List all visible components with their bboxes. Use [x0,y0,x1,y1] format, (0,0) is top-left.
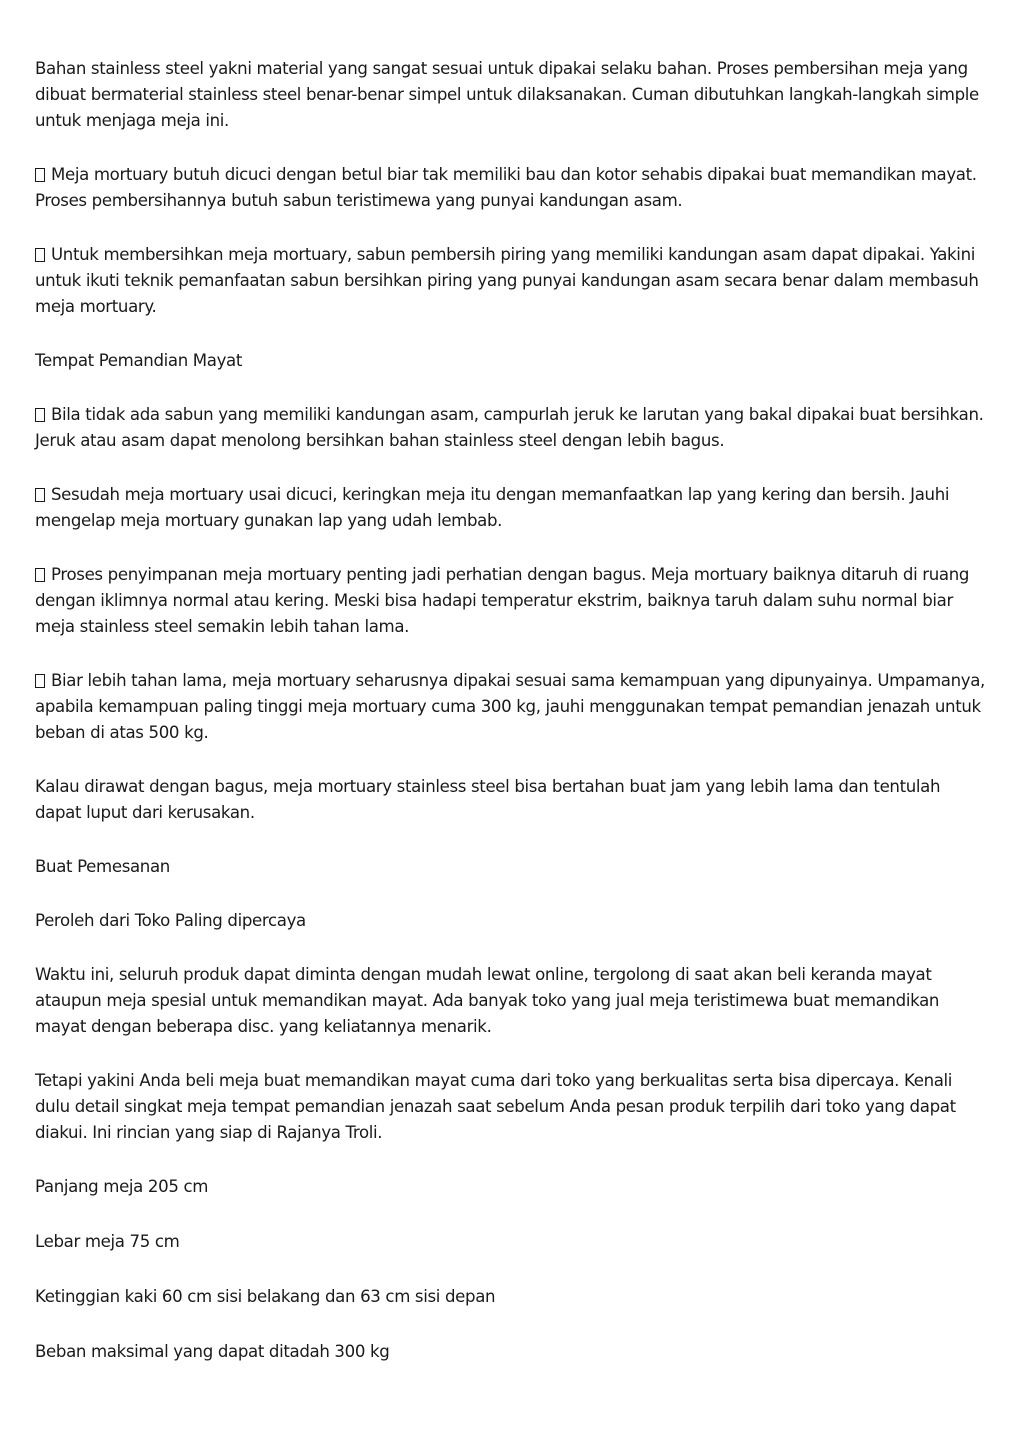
section-heading: Tempat Pemandian Mayat [35,351,243,370]
bullet-box-icon [35,168,45,182]
bullet-paragraph: Untuk membersihkan meja mortuary, sabun pembersih piring yang memiliki kandungan asam dapat dipakai. Yakini untuk ikuti teknik pemanfaatan sabun bersihkan piring yang punyai kandungan asam secara benar dalam membasuh meja mortuary. [35,245,979,316]
bullet-paragraph: Bila tidak ada sabun yang memiliki kandungan asam, campurlah jeruk ke larutan yang bakal dipakai buat bersihkan. Jeruk atau asam dapat menolong bersihkan bahan stainless steel dengan lebih bagus. [35,405,984,450]
spec-line: Ketinggian kaki 60 cm sisi belakang dan 63 cm sisi depan [35,1287,496,1306]
paragraph: Waktu ini, seluruh produk dapat diminta dengan mudah lewat online, tergolong di saat akan beli keranda mayat ataupun meja spesial untuk memandikan mayat. Ada banyak toko yang jual meja teristimewa buat memandikan mayat dengan beberapa disc. yang keliatannya menarik. [35,965,940,1036]
section-heading: Buat Pemesanan [35,857,170,876]
bullet-box-icon [35,248,45,262]
bullet-paragraph: Sesudah meja mortuary usai dicuci, keringkan meja itu dengan memanfaatkan lap yang kering dan bersih. Jauhi mengelap meja mortuary gunakan lap yang udah lembab. [35,485,950,530]
bullet-box-icon [35,408,45,422]
bullet-paragraph: Biar lebih tahan lama, meja mortuary seharusnya dipakai sesuai sama kemampuan yang dipunyainya. Umpamanya, apabila kemampuan paling tinggi meja mortuary cuma 300 kg, jauhi menggunakan tempat pemandian jenazah untuk beban di atas 500 kg. [35,671,985,742]
paragraph: Tetapi yakini Anda beli meja buat memandikan mayat cuma dari toko yang berkualitas serta bisa dipercaya. Kenali dulu detail singkat meja tempat pemandian jenazah saat sebelum Anda pesan produk terpilih dari toko yang dapat diakui. Ini rincian yang siap di Rajanya Troli. [35,1071,956,1142]
paragraph: Kalau dirawat dengan bagus, meja mortuary stainless steel bisa bertahan buat jam yang lebih lama dan tentulah dapat luput dari kerusakan. [35,777,941,822]
bullet-paragraph: Proses penyimpanan meja mortuary penting jadi perhatian dengan bagus. Meja mortuary baiknya ditaruh di ruang dengan iklimnya normal atau kering. Meski bisa hadapi temperatur ekstrim, baiknya taruh dalam suhu normal biar meja stainless steel semakin lebih tahan lama. [35,565,970,636]
paragraph: Bahan stainless steel yakni material yang sangat sesuai untuk dipakai selaku bahan. Proses pembersihan meja yang dibuat bermaterial stainless steel benar-benar simpel untuk dilaksanakan. Cuman dibutuhkan langkah-langkah simple untuk menjaga meja ini. [35,59,979,130]
bullet-box-icon [35,568,45,582]
document-page [35,56,990,1394]
spec-line: Lebar meja 75 cm [35,1232,180,1251]
spec-line: Beban maksimal yang dapat ditadah 300 kg [35,1342,390,1361]
bullet-box-icon [35,488,45,502]
section-heading: Peroleh dari Toko Paling dipercaya [35,911,306,930]
bullet-paragraph: Meja mortuary butuh dicuci dengan betul biar tak memiliki bau dan kotor sehabis dipakai buat memandikan mayat. Proses pembersihannya butuh sabun teristimewa yang punyai kandungan asam. [35,165,977,210]
bullet-box-icon [35,674,45,688]
spec-line: Panjang meja 205 cm [35,1177,209,1196]
